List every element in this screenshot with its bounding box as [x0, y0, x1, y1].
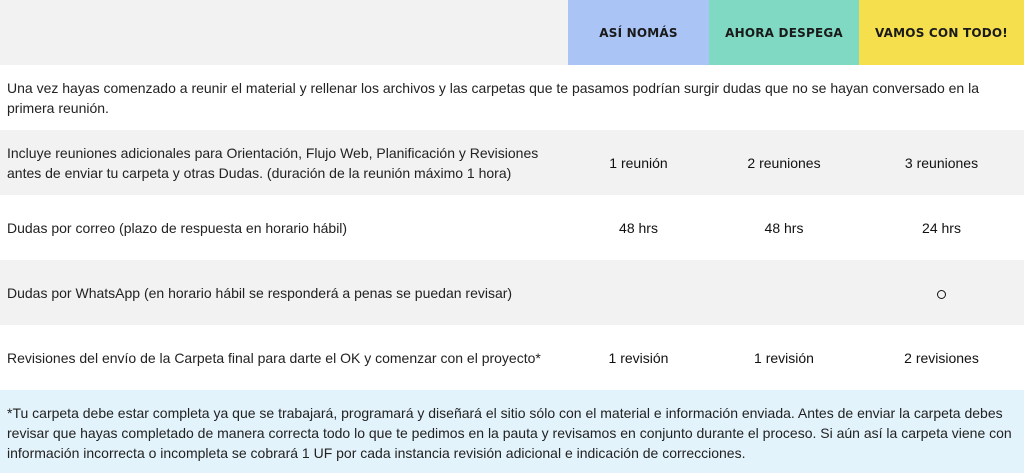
table-row — [0, 325, 1024, 390]
row-value-plan3: 2 revisiones — [904, 349, 979, 366]
row-value-plan3 — [859, 260, 1024, 325]
row-label: Revisiones del envío de la Carpeta final para darte el OK y comenzar con el proyecto* — [7, 349, 541, 366]
row-value-plan1: 48 hrs — [619, 219, 658, 236]
row-value-plan2: 1 revisión — [754, 349, 814, 366]
intro-text: Una vez hayas comenzado a reunir el material y rellenar los archivos y las carpetas que te pasamos podrían surgir dudas que no se hayan conversado en la primera reunión. — [0, 65, 1024, 130]
row-value-plan1: 1 revisión — [608, 349, 669, 366]
row-value-plan3: 3 reuniones — [904, 154, 979, 171]
circle-check-icon — [937, 290, 946, 299]
row-label: Dudas por WhatsApp (en horario hábil se responderá a penas se puedan revisar) — [7, 284, 513, 301]
table-row — [0, 195, 1024, 260]
row-value-plan2: 2 reuniones — [747, 154, 821, 171]
row-label: Dudas por correo (plazo de respuesta en horario hábil) — [7, 219, 348, 236]
plan-header-asi-nomas: ASÍ NOMÁS — [568, 0, 709, 65]
row-value-plan2 — [709, 260, 859, 325]
row-value-plan1: 1 reunión — [609, 154, 668, 171]
table-row — [0, 260, 1024, 325]
row-label: Incluye reuniones adicionales para Orientación, Flujo Web, Planificación y Revisiones antes de enviar tu carpeta y otras Dudas. (duración de la reunión máximo 1 hora) — [7, 144, 539, 181]
plan-header-ahora-despega: AHORA DESPEGA — [709, 0, 859, 65]
row-value-plan3: 24 hrs — [922, 219, 961, 236]
row-value-plan2: 48 hrs — [764, 219, 804, 236]
table-header — [0, 0, 1024, 65]
table-row — [0, 130, 1024, 195]
row-value-plan1 — [568, 260, 709, 325]
footnote: *Tu carpeta debe estar completa ya que se trabajará, programará y diseñará el sitio sólo con el material e información enviada. Antes de enviar la carpeta debes revisar que hayas completado de manera correcta todo lo que te pedimos en la pauta y revisamos en conjunto durante el proceso. Si aún así la carpeta viene con información incorrecta o incompleta se cobrará 1 UF por cada instancia revisión adicional e indicación de correcciones. — [0, 390, 1024, 473]
plan-header-vamos-con-todo: VAMOS CON TODO! — [859, 0, 1024, 65]
